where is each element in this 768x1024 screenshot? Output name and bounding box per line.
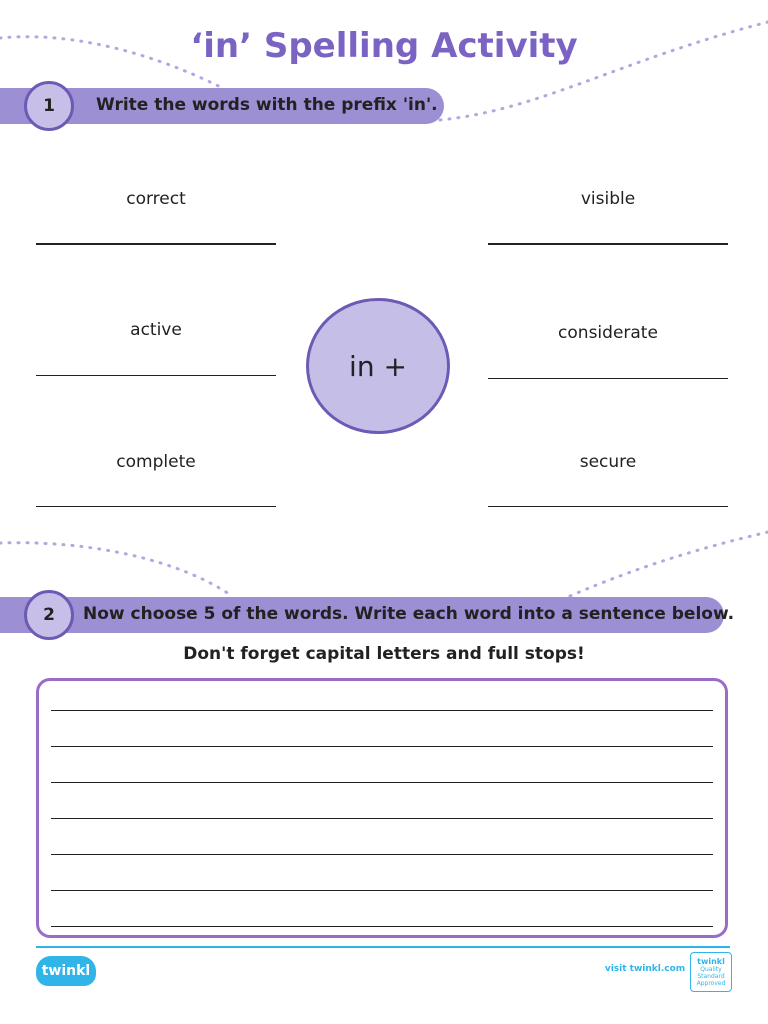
writing-line[interactable] <box>51 818 713 819</box>
answer-line-visible[interactable] <box>488 243 728 245</box>
writing-line[interactable] <box>51 710 713 711</box>
visit-link[interactable]: visit twinkl.com <box>604 964 686 974</box>
writing-line[interactable] <box>51 782 713 783</box>
step-1-number: 1 <box>24 81 74 131</box>
quality-badge <box>690 952 732 992</box>
writing-line[interactable] <box>51 854 713 855</box>
word-active: active <box>130 320 182 340</box>
step-1-instruction: Write the words with the prefix 'in'. <box>96 95 438 115</box>
word-visible: visible <box>580 189 636 209</box>
answer-line-active[interactable] <box>36 375 276 376</box>
prefix-circle <box>306 298 450 434</box>
reminder-text: Don't forget capital letters and full stops! <box>183 644 585 664</box>
writing-line[interactable] <box>51 926 713 927</box>
answer-line-considerate[interactable] <box>488 378 728 379</box>
writing-line[interactable] <box>51 746 713 747</box>
badge-text: Quality Standard Approved <box>696 966 726 987</box>
word-considerate: considerate <box>558 323 658 343</box>
twinkl-logo: twinkl <box>36 956 96 986</box>
page-title: ‘in’ Spelling Activity <box>190 26 578 66</box>
sentence-writing-box[interactable] <box>36 678 728 938</box>
step-2-instruction: Now choose 5 of the words. Write each word into a sentence below. <box>83 604 735 624</box>
word-correct: correct <box>126 189 186 209</box>
answer-line-correct[interactable] <box>36 243 276 245</box>
answer-line-complete[interactable] <box>36 506 276 507</box>
word-secure: secure <box>579 452 637 472</box>
step-2-number: 2 <box>24 590 74 640</box>
badge-logo: twinkl <box>697 957 725 966</box>
word-complete: complete <box>116 452 196 472</box>
prefix-label: in + <box>349 349 407 383</box>
answer-line-secure[interactable] <box>488 506 728 507</box>
writing-line[interactable] <box>51 890 713 891</box>
footer-divider <box>36 946 730 948</box>
